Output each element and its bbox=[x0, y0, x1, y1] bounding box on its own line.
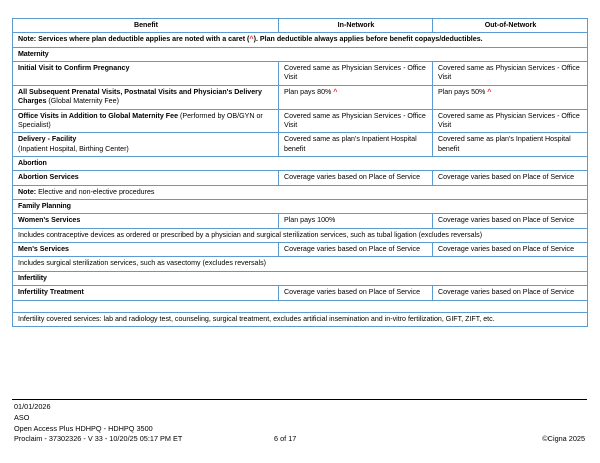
section-note-row bbox=[13, 257, 588, 271]
benefit-label bbox=[13, 286, 279, 300]
in-network-text: Plan pays 80% bbox=[284, 87, 334, 96]
section-title: Abortion bbox=[13, 156, 588, 170]
out-of-network-value: Coverage varies based on Place of Service bbox=[433, 243, 588, 257]
proclaim-identifier: Proclaim - 37302326 - V 33 - 10/20/25 05:17 PM ET bbox=[14, 434, 183, 443]
table-row bbox=[13, 85, 588, 109]
benefit-qualifier: (Performed by OB/GYN or Specialist) bbox=[18, 111, 263, 129]
out-of-network-value: Covered same as Physician Services - Office Visit bbox=[433, 109, 588, 133]
section-header-maternity bbox=[13, 47, 588, 61]
table-row bbox=[13, 243, 588, 257]
section-note-row bbox=[13, 228, 588, 242]
section-note-cell bbox=[13, 228, 588, 242]
in-network-value: Coverage varies based on Place of Service bbox=[279, 286, 433, 300]
out-of-network-value: Covered same as plan's Inpatient Hospital benefit bbox=[433, 133, 588, 157]
benefit-summary-table bbox=[12, 18, 588, 327]
section-title: Family Planning bbox=[13, 200, 588, 214]
table-row bbox=[13, 109, 588, 133]
note-lead: Note: bbox=[18, 35, 37, 44]
section-header-family-planning bbox=[13, 200, 588, 214]
benefit-name: Abortion Services bbox=[18, 173, 79, 182]
table-row bbox=[13, 133, 588, 157]
benefit-label bbox=[13, 85, 279, 109]
caret-symbol: ^ bbox=[333, 87, 338, 96]
out-of-network-text: Plan pays 50% bbox=[438, 87, 488, 96]
note-text: Infertility covered services: lab and radiology test, counseling, surgical treatment, excludes artificial insemination and in-vitro fertilization, GIFT, ZIFT, etc. bbox=[18, 314, 495, 323]
table-header-row bbox=[13, 19, 588, 33]
effective-date: 01/01/2026 bbox=[14, 402, 51, 411]
section-title: Maternity bbox=[13, 47, 588, 61]
column-header-in-network: In-Network bbox=[279, 19, 433, 33]
page-footer-bottom bbox=[12, 434, 587, 443]
benefit-name: Men's Services bbox=[18, 245, 69, 254]
table-row bbox=[13, 286, 588, 300]
in-network-value: Covered same as Physician Services - Office Visit bbox=[279, 62, 433, 86]
benefit-qualifier: (Inpatient Hospital, Birthing Center) bbox=[18, 144, 129, 153]
in-network-value: Coverage varies based on Place of Service bbox=[279, 171, 433, 185]
benefit-label bbox=[13, 109, 279, 133]
benefit-label bbox=[13, 133, 279, 157]
note-text: Includes surgical sterilization services, such as vasectomy (excludes reversals) bbox=[18, 259, 266, 268]
table-row bbox=[13, 62, 588, 86]
spacer-cell bbox=[13, 300, 588, 312]
footer-divider bbox=[12, 399, 587, 400]
section-note-cell bbox=[13, 185, 588, 199]
deductible-note-cell bbox=[13, 33, 588, 47]
in-network-value: Coverage varies based on Place of Service bbox=[279, 243, 433, 257]
page-number: 6 of 17 bbox=[274, 434, 297, 443]
plan-name: Open Access Plus HDHPQ - HDHPQ 3500 bbox=[14, 423, 153, 433]
section-note-row bbox=[13, 312, 588, 326]
benefit-name: Office Visits in Addition to Global Maternity Fee bbox=[18, 111, 179, 120]
funding-type: ASO bbox=[14, 412, 30, 422]
note-text-after-caret: ). Plan deductible always applies before benefit copays/deductibles. bbox=[253, 35, 483, 44]
note-text-before-caret: Services where plan deductible applies are noted with a caret ( bbox=[36, 35, 250, 44]
benefit-label bbox=[13, 62, 279, 86]
benefit-label bbox=[13, 214, 279, 228]
out-of-network-value: Coverage varies based on Place of Service bbox=[433, 214, 588, 228]
spacer-row bbox=[13, 300, 588, 312]
caret-symbol: ^ bbox=[249, 35, 254, 44]
section-header-abortion bbox=[13, 156, 588, 170]
in-network-value: Covered same as Physician Services - Office Visit bbox=[279, 109, 433, 133]
in-network-value bbox=[279, 85, 433, 109]
page-footer bbox=[12, 399, 587, 434]
section-header-infertility bbox=[13, 271, 588, 285]
caret-symbol: ^ bbox=[487, 87, 492, 96]
benefit-name: Delivery - Facility bbox=[18, 135, 77, 144]
out-of-network-value: Covered same as Physician Services - Office Visit bbox=[433, 62, 588, 86]
benefit-name: All Subsequent Prenatal Visits, Postnatal Visits and Physician's Delivery Charges bbox=[18, 87, 262, 106]
deductible-note-row bbox=[13, 33, 588, 47]
note-text: Elective and non-elective procedures bbox=[36, 187, 155, 196]
section-note-cell bbox=[13, 312, 588, 326]
benefit-name: Initial Visit to Confirm Pregnancy bbox=[18, 64, 130, 73]
column-header-out-of-network: Out-of-Network bbox=[433, 19, 588, 33]
section-note-cell bbox=[13, 257, 588, 271]
out-of-network-value bbox=[433, 85, 588, 109]
benefit-qualifier: (Global Maternity Fee) bbox=[46, 97, 119, 106]
out-of-network-value: Coverage varies based on Place of Service bbox=[433, 286, 588, 300]
section-note-row bbox=[13, 185, 588, 199]
benefit-name: Infertility Treatment bbox=[18, 288, 84, 297]
section-title: Infertility bbox=[13, 271, 588, 285]
column-header-benefit: Benefit bbox=[13, 19, 279, 33]
in-network-value: Covered same as plan's Inpatient Hospital benefit bbox=[279, 133, 433, 157]
copyright-notice: ©Cigna 2025 bbox=[542, 434, 585, 443]
out-of-network-value: Coverage varies based on Place of Service bbox=[433, 171, 588, 185]
table-row bbox=[13, 171, 588, 185]
benefit-label bbox=[13, 243, 279, 257]
table-row bbox=[13, 214, 588, 228]
in-network-value: Plan pays 100% bbox=[279, 214, 433, 228]
benefit-name: Women's Services bbox=[18, 216, 81, 225]
note-text: Includes contraceptive devices as ordered or prescribed by a physician and surgical sterilization services, such as tubal ligation (excludes reversals) bbox=[18, 230, 483, 239]
benefit-label bbox=[13, 171, 279, 185]
note-lead: Note: bbox=[18, 187, 37, 196]
